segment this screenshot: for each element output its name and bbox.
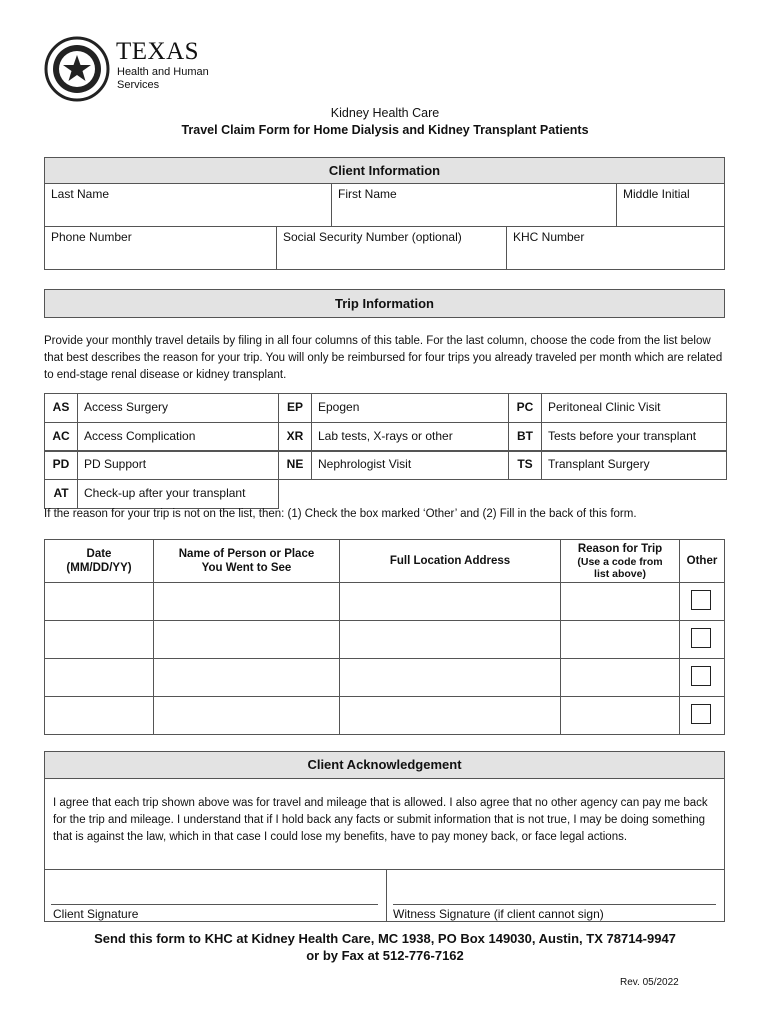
reason-code-pd: PD xyxy=(44,450,78,480)
reason-code-ac: AC xyxy=(44,422,78,452)
date-cell[interactable] xyxy=(44,658,154,697)
trip-instructions: Provide your monthly travel details by filing in all four columns of this table. For the last column, choose the code from the list below that best describes the reason for your trip. You will only be reimbursed for four trips you already traveled per month which are related to end-stage renal disease or kidney transplant. xyxy=(44,335,723,381)
phone-field[interactable] xyxy=(44,226,277,270)
program-name: Kidney Health Care xyxy=(330,106,440,120)
reason-label-pc: Peritoneal Clinic Visit xyxy=(541,393,727,423)
client-signature-label: Client Signature xyxy=(53,907,139,921)
reason-column-header xyxy=(560,539,680,583)
person-header-line2: You Went to See xyxy=(201,562,292,574)
reason-cell[interactable] xyxy=(560,620,680,659)
date-header-line1: Date xyxy=(86,548,112,560)
middle-initial-label: Middle Initial xyxy=(623,187,690,201)
reason-code-ep: EP xyxy=(278,393,312,423)
reason-code-ts: TS xyxy=(508,450,542,480)
person-cell[interactable] xyxy=(153,658,340,697)
address-cell[interactable] xyxy=(339,658,561,697)
person-cell[interactable] xyxy=(153,696,340,735)
other-checkbox[interactable] xyxy=(691,590,711,610)
reason-label-ts: Transplant Surgery xyxy=(541,450,727,480)
other-checkbox[interactable] xyxy=(691,628,711,648)
client-signature-line xyxy=(51,904,378,905)
other-reason-note: If the reason for your trip is not on the list, then: (1) Check the box marked ‘Other’ and (2) Fill in the back of this form. xyxy=(44,508,637,520)
reason-label-pd: PD Support xyxy=(77,450,279,480)
client-info-heading: Client Information xyxy=(44,157,725,184)
reason-label-ep: Epogen xyxy=(311,393,509,423)
first-name-field[interactable] xyxy=(331,183,617,227)
person-column-header xyxy=(153,539,340,583)
phone-label: Phone Number xyxy=(51,230,132,244)
mailing-address: Send this form to KHC at Kidney Health Care, MC 1938, PO Box 149030, Austin, TX 78714-9947 xyxy=(94,931,676,946)
reason-code-at: AT xyxy=(44,479,78,509)
reason-label-ac: Access Complication xyxy=(77,422,279,452)
org-name: TEXAS xyxy=(116,38,200,65)
witness-signature-line xyxy=(393,904,716,905)
reason-code-as: AS xyxy=(44,393,78,423)
date-header-line2: (MM/DD/YY) xyxy=(66,562,132,574)
khc-number-label: KHC Number xyxy=(513,230,585,244)
reason-header-line3: list above) xyxy=(594,568,646,580)
person-cell[interactable] xyxy=(153,620,340,659)
reason-code-bt: BT xyxy=(508,422,542,452)
org-line-1: Health and Human xyxy=(117,66,209,78)
revision-date: Rev. 05/2022 xyxy=(620,977,679,988)
reason-label-bt: Tests before your transplant xyxy=(541,422,727,452)
acknowledgement-box xyxy=(44,778,725,870)
client-signature-field[interactable] xyxy=(44,869,387,922)
reason-label-at: Check-up after your transplant xyxy=(77,479,279,509)
org-line-2: Services xyxy=(117,79,160,91)
reason-header-line2: (Use a code from xyxy=(577,556,663,568)
texas-hhs-seal-logo xyxy=(44,36,110,102)
address-cell[interactable] xyxy=(339,582,561,621)
other-column-header: Other xyxy=(679,539,725,583)
reason-header-line1: Reason for Trip xyxy=(577,543,663,555)
org-subtitle xyxy=(117,66,209,92)
address-cell[interactable] xyxy=(339,620,561,659)
date-cell[interactable] xyxy=(44,696,154,735)
middle-initial-field[interactable] xyxy=(616,183,725,227)
fax-number: or by Fax at 512-776-7162 xyxy=(306,948,464,963)
reason-cell[interactable] xyxy=(560,696,680,735)
khc-number-field[interactable] xyxy=(506,226,725,270)
reason-label-ne: Nephrologist Visit xyxy=(311,450,509,480)
acknowledgement-text: I agree that each trip shown above was for travel and mileage that is allowed. I also agree that no other agency can pay me back for the trip and mileage. I understand that if I hold back any facts or submit information that is not true, I may be doing something that is against the law, which in that case I could lose my benefits, have to pay money back, or face legal actions. xyxy=(53,797,708,843)
date-cell[interactable] xyxy=(44,620,154,659)
acknowledgement-heading: Client Acknowledgement xyxy=(44,751,725,779)
reason-code-xr: XR xyxy=(278,422,312,452)
person-header-line1: Name of Person or Place xyxy=(178,548,315,560)
trip-info-heading: Trip Information xyxy=(44,289,725,318)
other-checkbox[interactable] xyxy=(691,704,711,724)
witness-signature-label: Witness Signature (if client cannot sign) xyxy=(393,907,604,921)
reason-cell[interactable] xyxy=(560,658,680,697)
person-cell[interactable] xyxy=(153,582,340,621)
reason-label-xr: Lab tests, X-rays or other xyxy=(311,422,509,452)
date-column-header xyxy=(44,539,154,583)
reason-cell[interactable] xyxy=(560,582,680,621)
address-cell[interactable] xyxy=(339,696,561,735)
date-cell[interactable] xyxy=(44,582,154,621)
last-name-field[interactable] xyxy=(44,183,332,227)
form-title: Travel Claim Form for Home Dialysis and Kidney Transplant Patients xyxy=(181,123,589,137)
witness-signature-field[interactable] xyxy=(386,869,725,922)
ssn-field[interactable] xyxy=(276,226,507,270)
reason-code-ne: NE xyxy=(278,450,312,480)
first-name-label: First Name xyxy=(338,187,397,201)
reason-code-pc: PC xyxy=(508,393,542,423)
ssn-label: Social Security Number (optional) xyxy=(283,230,462,244)
last-name-label: Last Name xyxy=(51,187,110,201)
other-checkbox[interactable] xyxy=(691,666,711,686)
address-column-header: Full Location Address xyxy=(339,539,561,583)
reason-label-as: Access Surgery xyxy=(77,393,279,423)
